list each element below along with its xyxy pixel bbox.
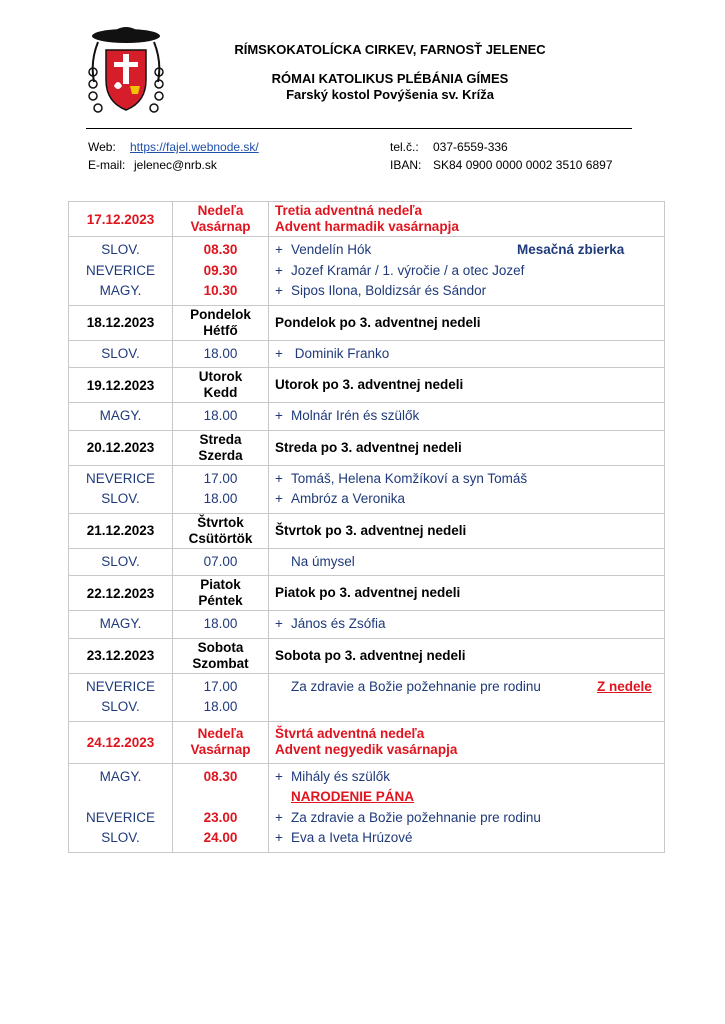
header-divider <box>86 128 632 129</box>
day-header-row <box>69 368 665 403</box>
date-cell: 20.12.2023 <box>69 430 173 465</box>
day-name-cell: Streda Szerda <box>173 430 269 465</box>
iban-label: IBAN: <box>390 158 422 172</box>
date-cell: 24.12.2023 <box>69 721 173 763</box>
day-title-cell: Tretia adventná nedeľa Advent harmadik vasárnapja <box>269 202 665 237</box>
day-header-row <box>69 430 665 465</box>
date-cell: 21.12.2023 <box>69 513 173 548</box>
day-name-cell: Utorok Kedd <box>173 368 269 403</box>
day-name-cell: Nedeľa Vasárnap <box>173 202 269 237</box>
date-cell: 22.12.2023 <box>69 576 173 611</box>
mass-row: SLOV. 18.00 + Dominik Franko <box>69 340 665 368</box>
intention-cell: + Vendelín Hók Mesačná zbierka + Jozef Kramár / 1. výročie / a otec Jozef + Sipos Ilona, Boldizsár és Sándor <box>269 237 665 306</box>
day-header-row <box>69 513 665 548</box>
collection-note: Mesačná zbierka <box>517 242 625 257</box>
mass-row: MAGY. NEVERICE SLOV. 08.30 23.00 24.00 + Mihály és szülők NARODENIE PÁNA + Za zdravie a Božie požehnanie pre rodinu + Eva a Iveta Hrúzové <box>69 763 665 852</box>
day-title-cell: Štvrtá adventná nedeľa Advent negyedik vasárnapja <box>269 721 665 763</box>
tel-label: tel.č.: <box>390 140 419 154</box>
day-title-cell: Utorok po 3. adventnej nedeli <box>269 368 665 403</box>
mass-row: NEVERICE SLOV. 17.00 18.00 Za zdravie a Božie požehnanie pre rodinu Z nedele <box>69 673 665 721</box>
place-cell: SLOV. NEVERICE MAGY. <box>69 237 173 306</box>
day-name-cell: Pondelok Hétfő <box>173 305 269 340</box>
nativity-heading: NARODENIE PÁNA <box>291 789 415 804</box>
iban-value: SK84 0900 0000 0002 3510 6897 <box>433 158 613 172</box>
header-parish-name: RÍMSKOKATOLÍCKA CIRKEV, FARNOSŤ JELENEC <box>234 42 546 57</box>
tel-value: 037-6559-336 <box>433 140 508 154</box>
mass-row: MAGY. 18.00 + Molnár Irén és szülők <box>69 403 665 431</box>
day-header-row <box>69 721 665 763</box>
day-title-cell: Pondelok po 3. adventnej nedeli <box>269 305 665 340</box>
mass-row <box>69 237 665 306</box>
web-label: Web: <box>88 140 116 154</box>
day-header-row <box>69 305 665 340</box>
day-header-row <box>69 638 665 673</box>
header-church-name: Farský kostol Povýšenia sv. Kríža <box>286 87 494 102</box>
mass-schedule-table <box>68 201 665 853</box>
day-title-cell: Sobota po 3. adventnej nedeli <box>269 638 665 673</box>
day-title-cell: Štvrtok po 3. adventnej nedeli <box>269 513 665 548</box>
mass-row: NEVERICE SLOV. 17.00 18.00 + Tomáš, Helena Komžíkoví a syn Tomáš + Ambróz a Veronika <box>69 465 665 513</box>
email-value: jelenec@nrb.sk <box>134 158 217 172</box>
from-sunday-note: Z nedele <box>597 678 652 694</box>
date-cell: 23.12.2023 <box>69 638 173 673</box>
day-title-cell: Streda po 3. adventnej nedeli <box>269 430 665 465</box>
day-name-cell: Piatok Péntek <box>173 576 269 611</box>
email-label: E-mail: <box>88 158 126 172</box>
date-cell: 17.12.2023 <box>69 202 173 237</box>
mass-row: MAGY. 18.00 + János és Zsófia <box>69 611 665 639</box>
day-title-cell: Piatok po 3. adventnej nedeli <box>269 576 665 611</box>
mass-row: SLOV. 07.00 Na úmysel <box>69 548 665 576</box>
day-header-row <box>69 576 665 611</box>
day-name-cell: Štvrtok Csütörtök <box>173 513 269 548</box>
parish-crest-logo <box>84 22 168 114</box>
day-name-cell: Nedeľa Vasárnap <box>173 721 269 763</box>
day-name-cell: Sobota Szombat <box>173 638 269 673</box>
web-link[interactable]: https://fajel.webnode.sk/ <box>130 140 259 154</box>
day-header-row <box>69 202 665 237</box>
date-cell: 18.12.2023 <box>69 305 173 340</box>
header-hungarian-name: RÓMAI KATOLIKUS PLÉBÁNIA GÍMES <box>271 71 509 86</box>
date-cell: 19.12.2023 <box>69 368 173 403</box>
time-cell: 08.30 09.30 10.30 <box>173 237 269 306</box>
